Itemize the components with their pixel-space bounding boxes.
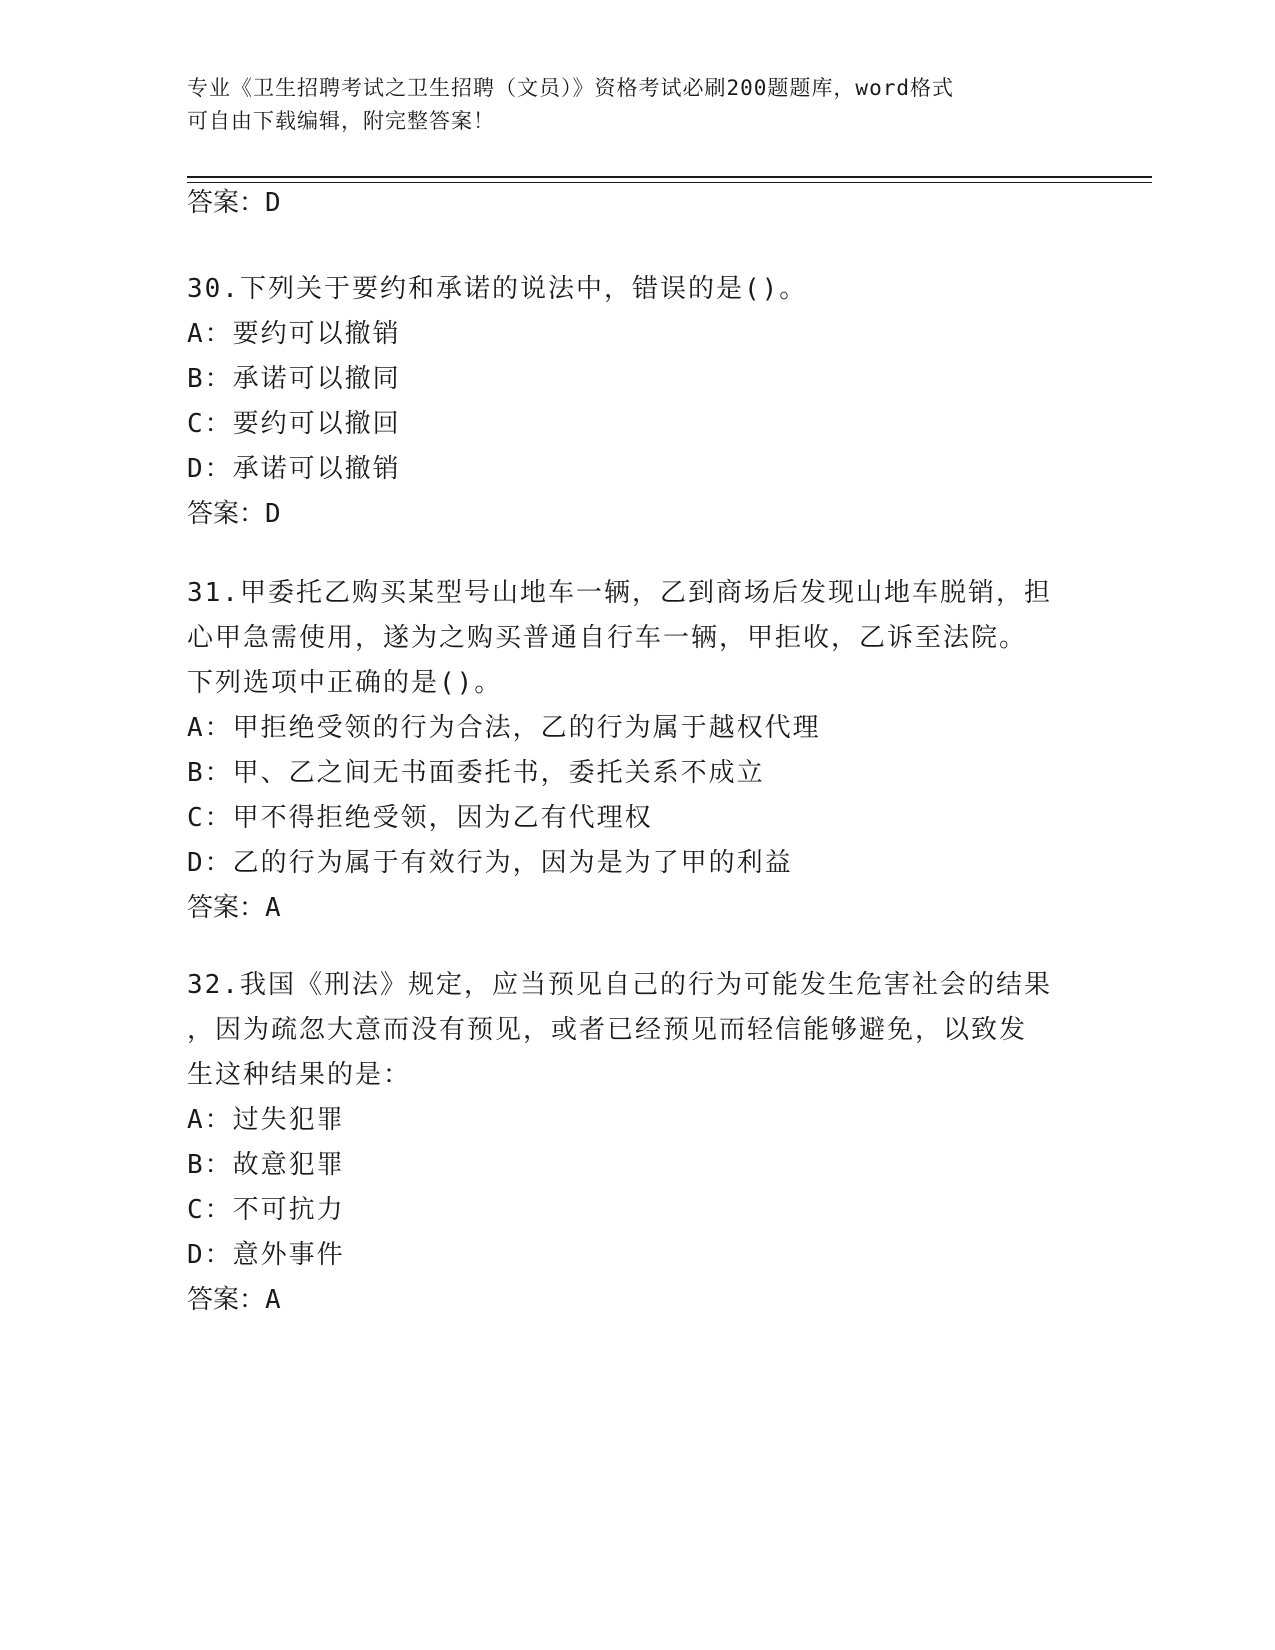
previous-answer (187, 186, 281, 220)
option-a: A：过失犯罪 (187, 1105, 345, 1135)
document-header (187, 72, 1067, 138)
option-d: D：承诺可以撤销 (187, 454, 401, 484)
question-stem-line: 32.我国《刑法》规定，应当预见自己的行为可能发生危害社会的结果 (187, 970, 1052, 1000)
header-divider-thin (187, 182, 1152, 183)
question-stem-line: 下列选项中正确的是()。 (187, 668, 503, 698)
question-stem-line: ，因为疏忽大意而没有预见，或者已经预见而轻信能够避免，以致发 (187, 1015, 1028, 1045)
question-stem-line: 心甲急需使用，遂为之购买普通自行车一辆，甲拒收，乙诉至法院。 (187, 623, 1028, 653)
question-stem-line: 生这种结果的是： (187, 1060, 412, 1090)
answer-value: A (265, 893, 281, 923)
option-a: A：要约可以撤销 (187, 319, 401, 349)
option-c: C：要约可以撤回 (187, 409, 401, 439)
header-line-1: 专业《卫生招聘考试之卫生招聘（文员）》资格考试必刷200题题库，word格式 (187, 76, 954, 100)
question-31 (187, 571, 1087, 931)
question-answer (187, 1278, 1087, 1323)
option-a: A：甲拒绝受领的行为合法，乙的行为属于越权代理 (187, 713, 821, 743)
option-b: B：甲、乙之间无书面委托书，委托关系不成立 (187, 758, 765, 788)
question-30 (187, 267, 1087, 537)
header-divider-thick (187, 176, 1152, 178)
option-d: D：意外事件 (187, 1240, 345, 1270)
question-stem: 30.下列关于要约和承诺的说法中，错误的是()。 (187, 274, 808, 304)
answer-value: D (265, 499, 281, 529)
answer-value: D (265, 188, 281, 218)
answer-label: 答案： (187, 188, 266, 218)
option-b: B：承诺可以撤同 (187, 364, 401, 394)
option-c: C：甲不得拒绝受领，因为乙有代理权 (187, 803, 653, 833)
answer-label: 答案： (187, 1285, 266, 1315)
question-answer (187, 886, 1087, 931)
question-stem-line: 31.甲委托乙购买某型号山地车一辆，乙到商场后发现山地车脱销，担 (187, 578, 1052, 608)
question-answer (187, 492, 1087, 537)
answer-label: 答案： (187, 893, 266, 923)
option-c: C：不可抗力 (187, 1195, 345, 1225)
option-b: B：故意犯罪 (187, 1150, 345, 1180)
header-line-2: 可自由下载编辑，附完整答案！ (187, 109, 495, 133)
answer-value: A (265, 1285, 281, 1315)
question-32 (187, 963, 1087, 1323)
option-d: D：乙的行为属于有效行为，因为是为了甲的利益 (187, 848, 793, 878)
answer-label: 答案： (187, 499, 266, 529)
